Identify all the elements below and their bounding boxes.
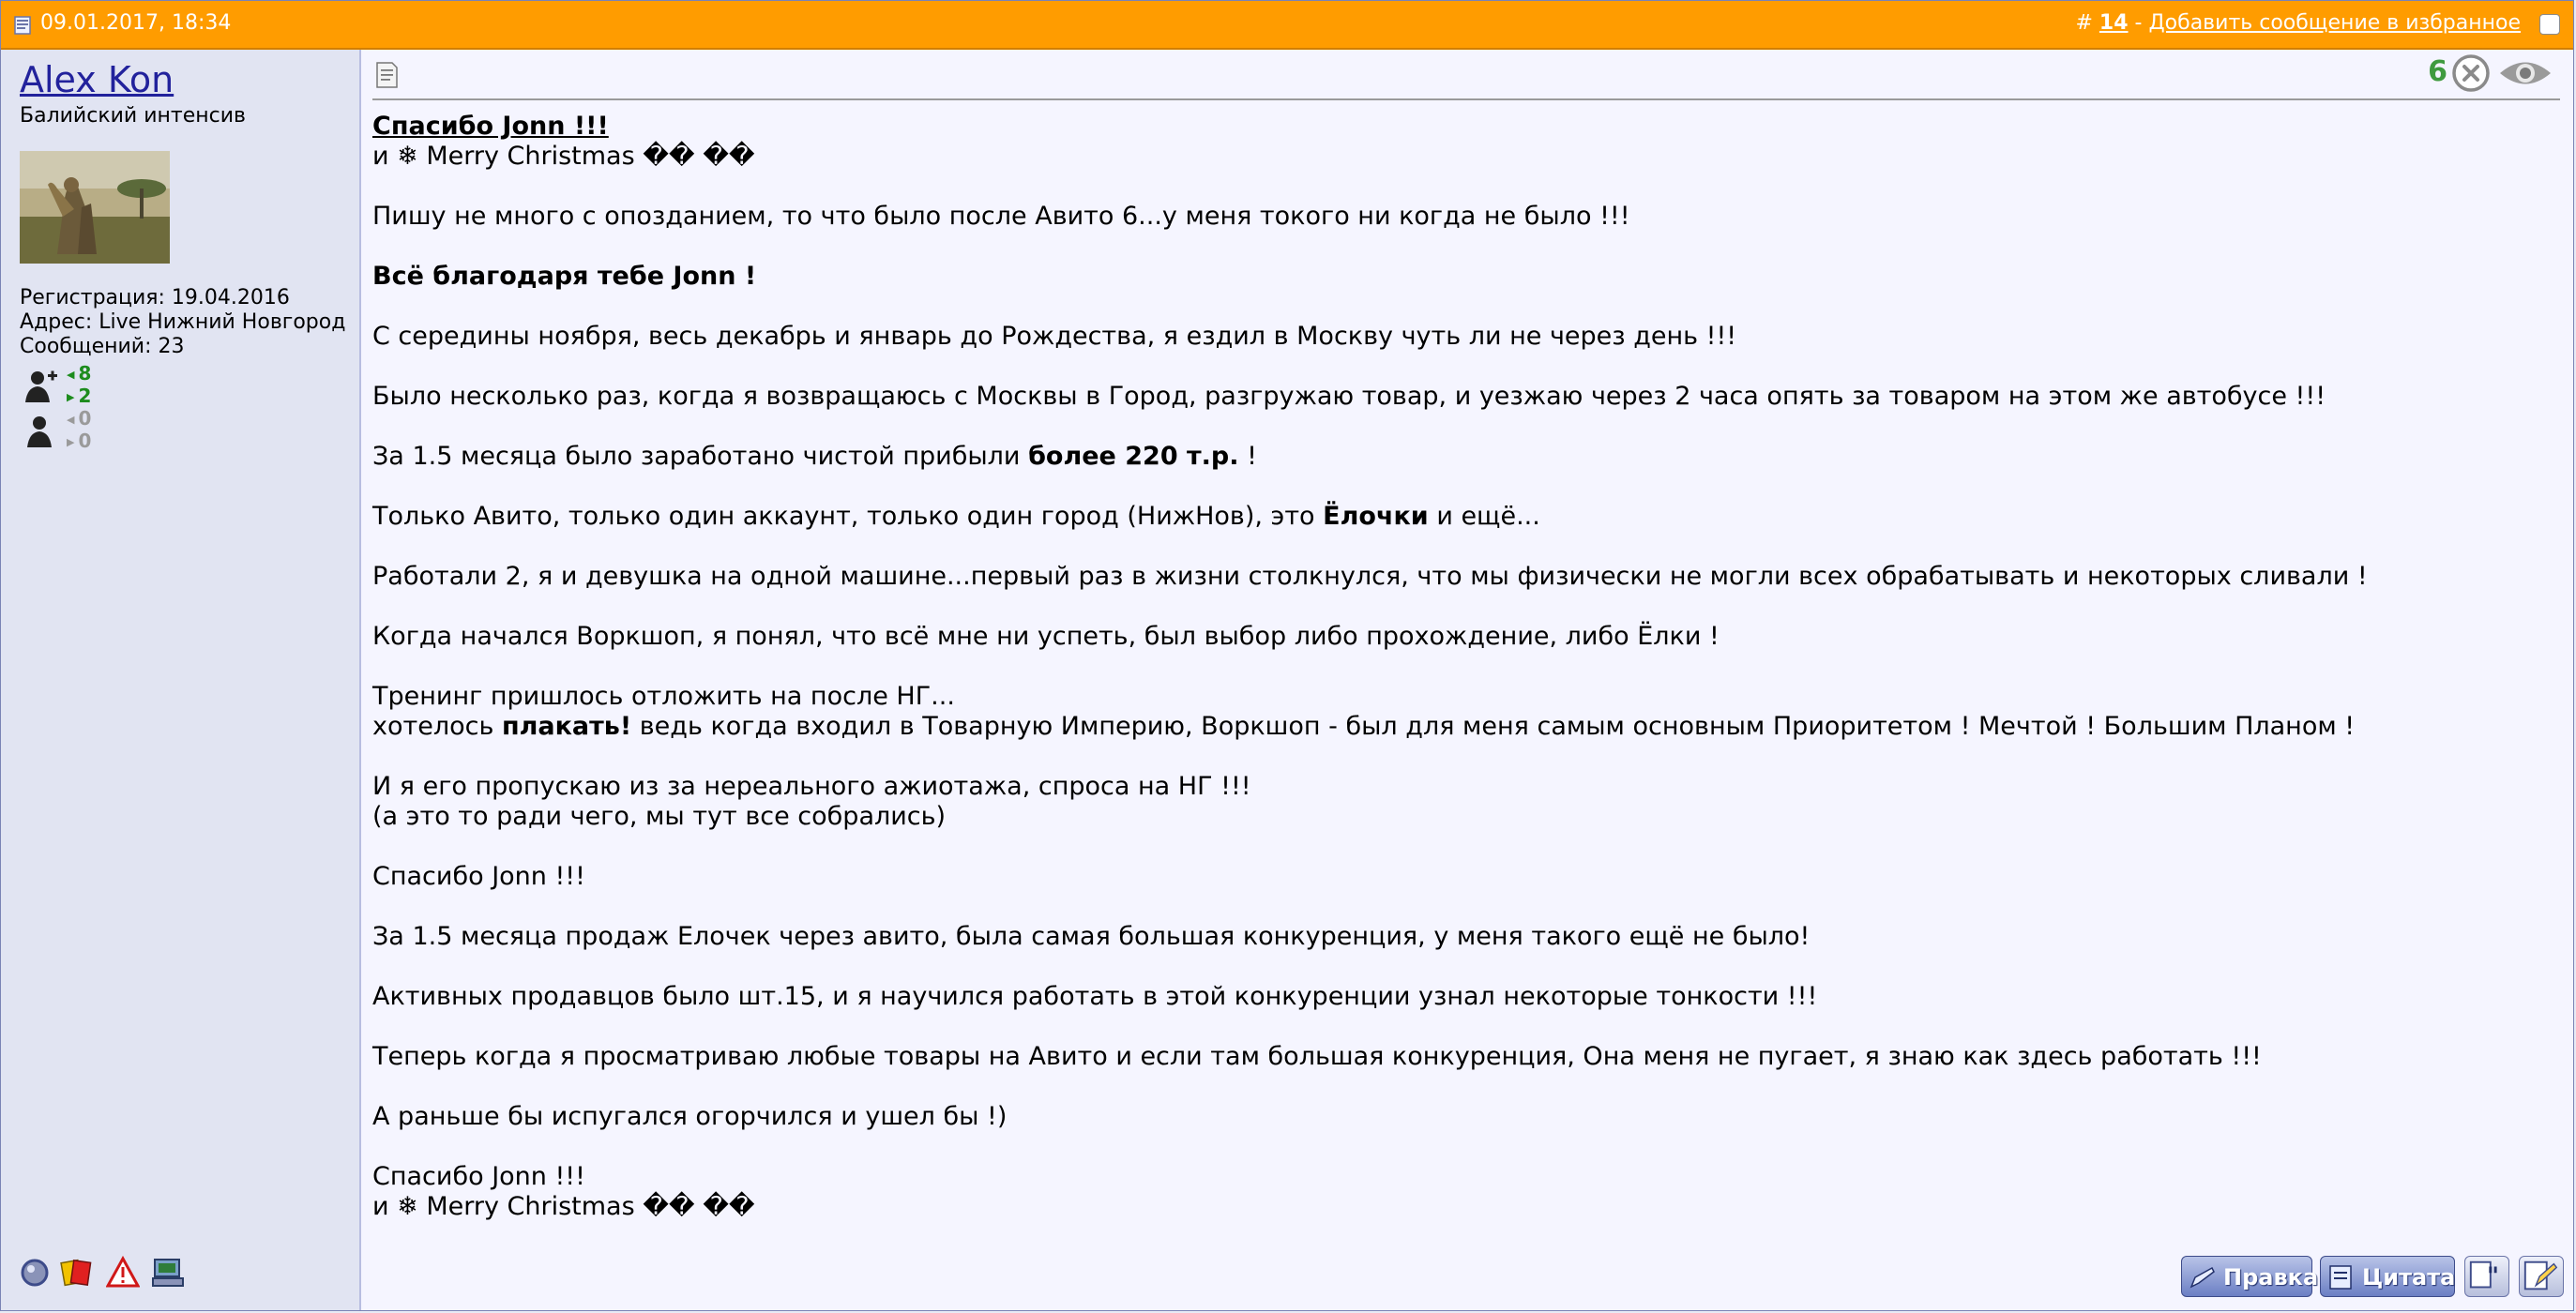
post-date: 09.01.2017, 18:34 (40, 11, 232, 35)
message-line: За 1.5 месяца продаж Елочек через авито, была самая большая конкуренция, у меня такого ещё не было! (372, 922, 1811, 951)
message-heading: Спасибо Jonn !!! (372, 112, 609, 141)
online-status-icon[interactable] (18, 1256, 52, 1290)
message-line: И я его пропускаю из за нереального ажиотажа, спроса на НГ !!! (372, 772, 1251, 801)
arrow-left-icon: ◀ (67, 369, 75, 381)
quote-button[interactable] (2320, 1256, 2455, 1297)
message-line: и ❄ Merry Christmas �� �� (372, 1192, 755, 1221)
post-divider (372, 98, 2560, 100)
message-line: Теперь когда я просматриваю любые товары на Авито и если там большая конкуренция, Она меня не пугает, я знаю как здесь работать !!! (372, 1042, 2262, 1071)
message-line: Пишу не много с опозданием, то что было после Авито 6...у меня токого ни когда не было !!! (372, 202, 1630, 231)
message-bold-text: более 220 т.р. (1028, 442, 1239, 471)
header-dash: - (2134, 11, 2143, 35)
message-count: Сообщений: 23 (20, 335, 185, 358)
reputation-given (23, 362, 136, 407)
arrow-left-icon: ◀ (67, 414, 75, 426)
username-link[interactable]: Alex Kon (20, 59, 174, 100)
quick-reply-icon (2520, 1257, 2563, 1296)
message-line: Спасибо Jonn !!! (372, 862, 585, 891)
message-text: и ещё... (1428, 502, 1540, 531)
multi-quote-icon (2465, 1257, 2508, 1296)
add-to-favorites-link[interactable]: Добавить сообщение в избранное (2148, 11, 2521, 35)
reputation-received (23, 407, 136, 452)
hash-sign: # (2075, 11, 2093, 35)
rep-received-positive: 0 (78, 407, 92, 430)
message-line: (а это то ради чего, мы тут все собрались) (372, 802, 947, 831)
message-line: Спасибо Jonn !!! (372, 1162, 585, 1191)
user-address: Адрес: Live Нижний Новгород (20, 310, 346, 334)
arrow-right-icon: ▶ (67, 436, 75, 448)
message-line: Активных продавцов было шт.15, и я научился работать в этой конкуренции узнал некоторые тонкости !!! (372, 982, 1818, 1011)
message-line (372, 112, 2558, 142)
edit-icon (2188, 1262, 2218, 1292)
private-message-icon[interactable] (151, 1256, 185, 1290)
message-text: ! (1238, 442, 1257, 471)
message-text: ведь когда входил в Товарную Империю, Воркшоп - был для меня самым основным Приоритетом ! Мечтой ! Большим Планом ! (631, 712, 2356, 741)
message-bold-text: плакать! (501, 712, 632, 741)
reputation-given-values (67, 363, 91, 408)
post-message (372, 112, 2558, 1222)
message-line: Когда начался Воркшоп, я понял, что всё мне ни успеть, был выбор либо прохождение, либо Ёлки ! (372, 622, 1720, 651)
message-line: Работали 2, я и девушка на одной машине...первый раз в жизни столкнулся, что мы физически не могли всех обрабатывать и некоторых сливали ! (372, 562, 2368, 591)
message-bold-text: Всё благодаря тебе Jonn ! (372, 262, 757, 291)
rep-given-negative: 2 (78, 385, 92, 407)
user-avatar[interactable] (20, 151, 170, 264)
post-icon (14, 16, 31, 35)
user-title: Балийский интенсив (20, 104, 246, 128)
post-note-icon (374, 61, 399, 89)
registration-date: Регистрация: 19.04.2016 (20, 286, 290, 309)
message-line (372, 712, 2558, 742)
post-rating: 6 (2428, 55, 2447, 88)
post-content-area (361, 50, 2573, 1310)
multi-quote-button[interactable] (2464, 1256, 2509, 1297)
message-line: С середины ноября, весь декабрь и январь до Рождества, я ездил в Москву чуть ли не через день !!! (372, 322, 1737, 351)
message-line (372, 502, 2558, 532)
message-line (372, 442, 2558, 472)
message-line: А раньше бы испугался огорчился и ушел бы !) (372, 1102, 1008, 1131)
rep-received-negative: 0 (78, 430, 92, 452)
message-text: За 1.5 месяца было заработано чистой прибыли (372, 442, 1029, 471)
quote-button-label: Цитата (2362, 1264, 2456, 1290)
message-text: хотелось (372, 712, 502, 741)
message-bold-text: Ёлочки (1323, 502, 1429, 531)
select-post-checkbox[interactable] (2539, 14, 2560, 35)
user-add-icon (23, 369, 59, 404)
post-header-bar (1, 1, 2573, 50)
message-line (372, 262, 2558, 292)
quote-icon (2326, 1262, 2356, 1292)
eye-icon[interactable] (2498, 57, 2553, 89)
report-warning-icon[interactable] (106, 1256, 140, 1290)
post-number-link[interactable]: 14 (2099, 11, 2129, 35)
message-line: Тренинг пришлось отложить на после НГ... (372, 682, 955, 711)
message-line: и ❄ Merry Christmas �� �� (372, 142, 755, 171)
rep-given-positive: 8 (78, 362, 92, 385)
edit-button[interactable] (2181, 1256, 2319, 1297)
close-icon[interactable] (2451, 53, 2491, 93)
reputation-received-values (67, 408, 91, 453)
user-icon (23, 414, 59, 449)
message-line: Было несколько раз, когда я возвращаюсь с Москвы в Город, разгружаю товар, и уезжаю через 2 часа опять за товаром на этом же автобусе !!! (372, 382, 2326, 411)
svg-text:": " (2487, 1261, 2499, 1290)
user-info-column (1, 50, 361, 1310)
post-header-links (2075, 11, 2521, 35)
arrow-right-icon: ▶ (67, 391, 75, 403)
edit-button-label: Правка (2223, 1264, 2319, 1290)
reputation-cards-icon[interactable] (59, 1256, 93, 1290)
message-text: Только Авито, только один аккаунт, только один город (НижНов), это (372, 502, 1324, 531)
quick-reply-button[interactable] (2519, 1256, 2564, 1297)
user-stats (20, 286, 345, 359)
